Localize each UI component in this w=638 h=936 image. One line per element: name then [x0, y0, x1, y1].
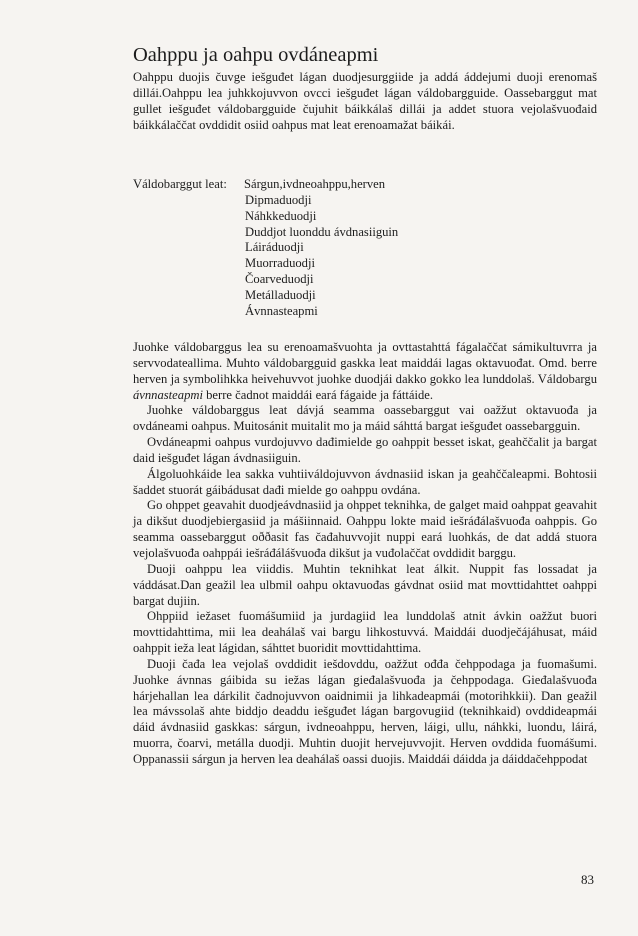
list-item: Sárgun,ivdneoahppu,herven: [244, 177, 386, 191]
list-item: Metálladuodji: [245, 287, 316, 302]
page-number: 83: [581, 872, 594, 887]
list-item: Náhkkeduodji: [245, 208, 317, 223]
paragraph: Ohppiid iežaset fuomášumiid ja jurdagiid lea lunddolaš atnit ávkin oažžut buori movttidahttima, mii lea deahálaš vai bargu lihkostuvvá. Maiddái duodječájáhusat, máid oahppit ieža leat lágidan, sáhttet buoridit movttidahttima.: [133, 609, 597, 656]
italic-term: ávnnasteapmi: [133, 387, 203, 402]
paragraph: Duoji oahppu lea viiddis. Muhtin teknihkat leat álkit. Nuppit fas lossadat ja váddásat.Dan geažil lea ulbmil oahpu oktavuođas gávdnat osiid mat movttidahttet oahppi bargat dujiin.: [133, 561, 597, 608]
list-item: Čoarveduodji: [245, 272, 314, 287]
paragraph: Go ohppet geavahit duodjeávdnasiid ja ohppet teknihka, de galget maid oahppat geavahit ja dikšut duodjebiergasiid ja mášiinnaid. Oahppu lokte maid iešráđálašvuođa oahppis. Go seamma oassebarggut oððasit fas čađahuvvojit nuppi eará luohkás, de dat addá stuora vejolašvuođa oahppái iešráđálášvuođa dikšut ja vuđolaččat ovddidit barggu.: [133, 498, 597, 560]
paragraph: Ovdáneapmi oahpus vurdojuvvo dađimielde go oahppit besset iskat, geahččalit ja bargat daid iešguđet lágan ávdnasiiguin.: [133, 435, 597, 465]
list-item: Ávnnasteapmi: [245, 303, 318, 318]
paragraph: [133, 340, 597, 403]
intro-section: [133, 70, 597, 133]
paragraph-text: Juohke váldobarggus lea su erenoamašvuohta ja ovttastahttá fágalaččat sámikultuvrra ja servvodateallima. Muhto váldobargguid gaskka leat maiddái lagas oktavuođat. Omd. berre herven ja symbolihkka heivehuvvot juohke duodjái dakko gokko lea lunddolaš. Váldobargu: [133, 340, 597, 386]
paragraph-text: berre čadnot maiddái eará fágaide ja fáttáide.: [206, 387, 434, 402]
paragraph: Álgoluohkáide lea sakka vuhtiiváldojuvvon ávdnasiid iskan ja geahččaleapmi. Bohtosii šaddet stuorát gáibádusat dađi mielde go oahppu ovdána.: [133, 466, 597, 497]
list-item: Muorraduodji: [245, 256, 315, 271]
paragraph: Duoji čađa lea vejolaš ovddidit iešdovddu, oažžut ođđa čehppodaga ja fuomašumi. Juohke ávnnas gáibida su iežas lágan gieđalašvuođa ja čehppodaga. Gieđalašvuođa hárjehallan lea dárkilit čadnojuvvon oaidnimii ja lihkadeapmái (motorihkkii). Dan geažil lea mávssolaš ahte biddjo deaddu iešguđet lágan bargovugiid (teknihkaid) ovddideapmái dáid ávdnasiid gaskkas: sárgun, ivdneoahppu, herven, láigi, ullu, náhkki, luondu, láirá, muorra, čoarvi, metálla duodji. Muhtin duojit hervejuvvojit. Herven ovddida fuomášumi. Oppanassii sárgun ja herven lea deahálaš oassi duojis. Maiddái dáidda ja dáiddačehppodat: [133, 656, 597, 766]
list-item: Duddjot luonddu ávdnasiiguin: [245, 224, 399, 239]
paragraph: Juohke váldobarggus leat dávjá seamma oassebarggut vai oažžut oktavuođa ja ovdáneami oahpus. Muitosánit muitalit mo ja máid sáhttá bargat iešguđet oassebargguin.: [133, 403, 597, 434]
list-items: [244, 177, 544, 320]
list-label: Váldobarggut leat:: [133, 177, 227, 191]
page-title: Oahppu ja oahpu ovdáneapmi: [133, 44, 379, 66]
intro-paragraph: Oahppu duojis čuvge iešguđet lágan duodjesurggiide ja addá áddejumi duoji erenomaš dillái.Oahppu lea juhkkojuvvon ovcci iešguđet lágan váldobargguide. Oassebarggut mat gullet iešguđet váldobargguide čujuhit báikkálaš dillái ja addet stuora vejolašvuođaid báikkálaččat ovddidit osiid oahpus mat leat erenoamažat báikái.: [133, 70, 597, 132]
list-item: Láiráduodji: [245, 240, 304, 255]
list-item: Dipmaduodji: [245, 192, 312, 207]
body-text: [133, 340, 597, 768]
